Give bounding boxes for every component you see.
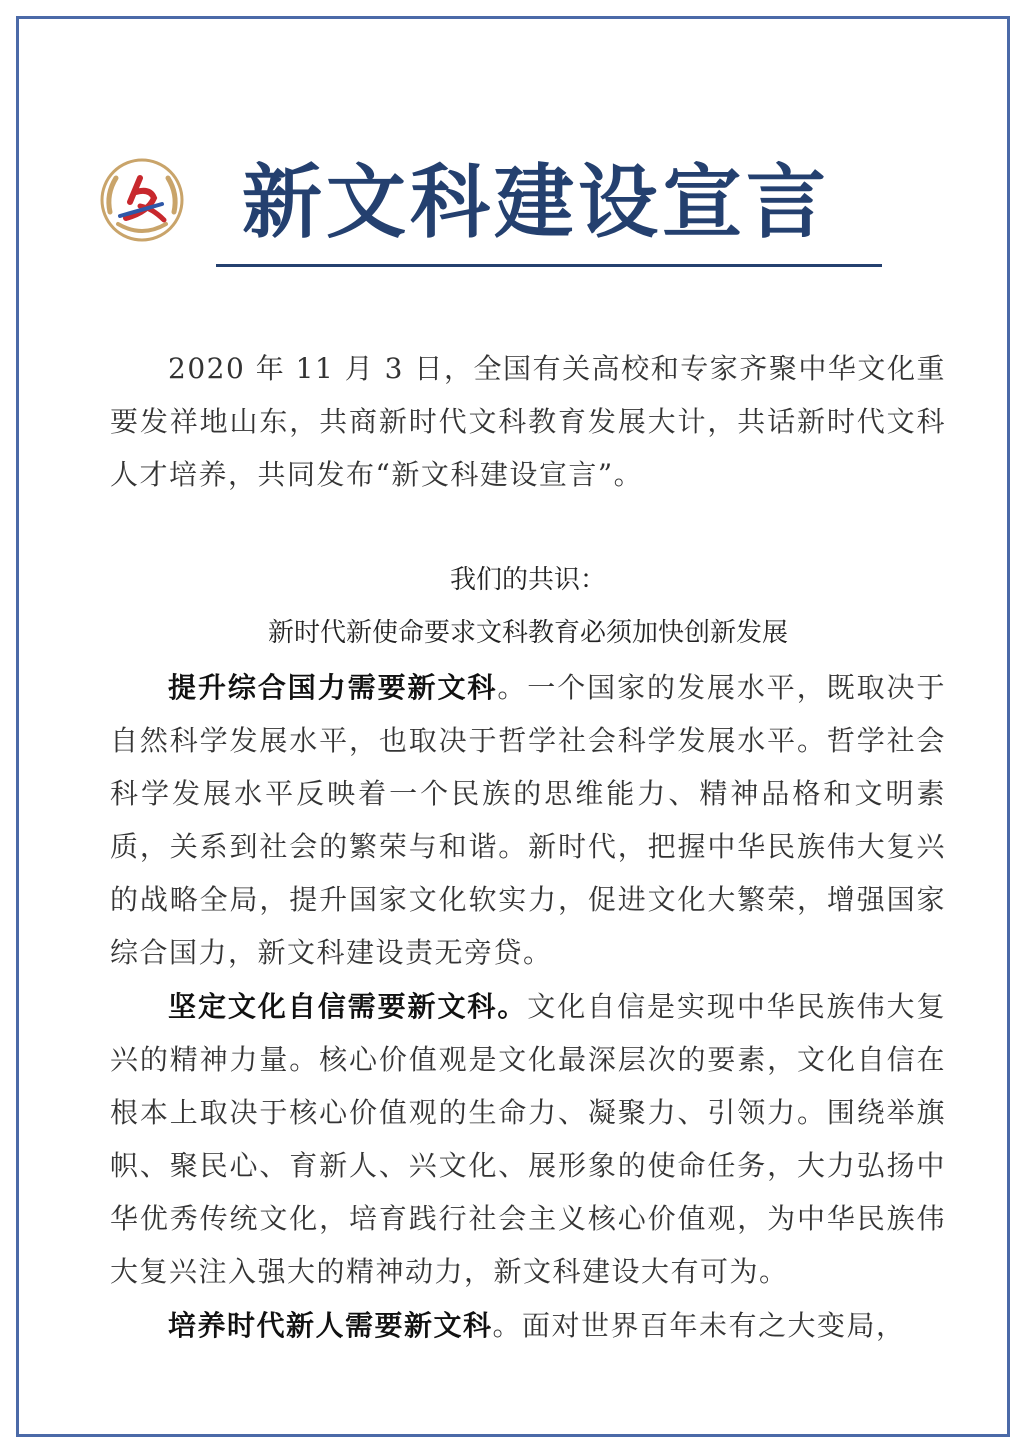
page-title: 新文科建设宣言 (242, 155, 830, 249)
paragraph-lead: 提升综合国力需要新文科 (168, 671, 498, 704)
paragraph-new-generation (110, 1299, 946, 1352)
paragraph-comprehensive-strength (110, 661, 946, 979)
new-liberal-arts-logo-icon (96, 154, 188, 246)
paragraph-body: 。一个国家的发展水平，既取决于自然科学发展水平，也取决于哲学社会科学发展水平。哲学社会科学发展水平反映着一个民族的思维能力、精神品格和文明素质，关系到社会的繁荣与和谐。新时代，把握中华民族伟大复兴的战略全局，提升国家文化软实力，促进文化大繁荣，增强国家综合国力，新文科建设责无旁贷。 (110, 671, 946, 969)
paragraph-body: 。面对世界百年未有之大变局， (492, 1309, 906, 1342)
section-subheading: 新时代新使命要求文科教育必须加快创新发展 (267, 618, 788, 648)
section-heading: 我们的共识： (449, 565, 606, 595)
paragraph-lead: 培养时代新人需要新文科 (168, 1309, 493, 1342)
paragraph-body: 文化自信是实现中华民族伟大复兴的精神力量。核心价值观是文化最深层次的要素，文化自信在根本上取决于核心价值观的生命力、凝聚力、引领力。围绕举旗帜、聚民心、育新人、兴文化、展形象的使命任务，大力弘扬中华优秀传统文化，培育践行社会主义核心价值观，为中华民族伟大复兴注入强大的精神动力，新文科建设大有可为。 (110, 990, 946, 1288)
paragraph-lead: 坚定文化自信需要新文科。 (168, 990, 528, 1023)
intro-paragraph: 2020 年 11 月 3 日，全国有关高校和专家齐聚中华文化重要发祥地山东，共商新时代文科教育发展大计，共话新时代文科人才培养，共同发布“新文科建设宣言”。 (110, 352, 946, 491)
title-underline-divider (216, 264, 882, 267)
paragraph-cultural-confidence (110, 980, 946, 1298)
